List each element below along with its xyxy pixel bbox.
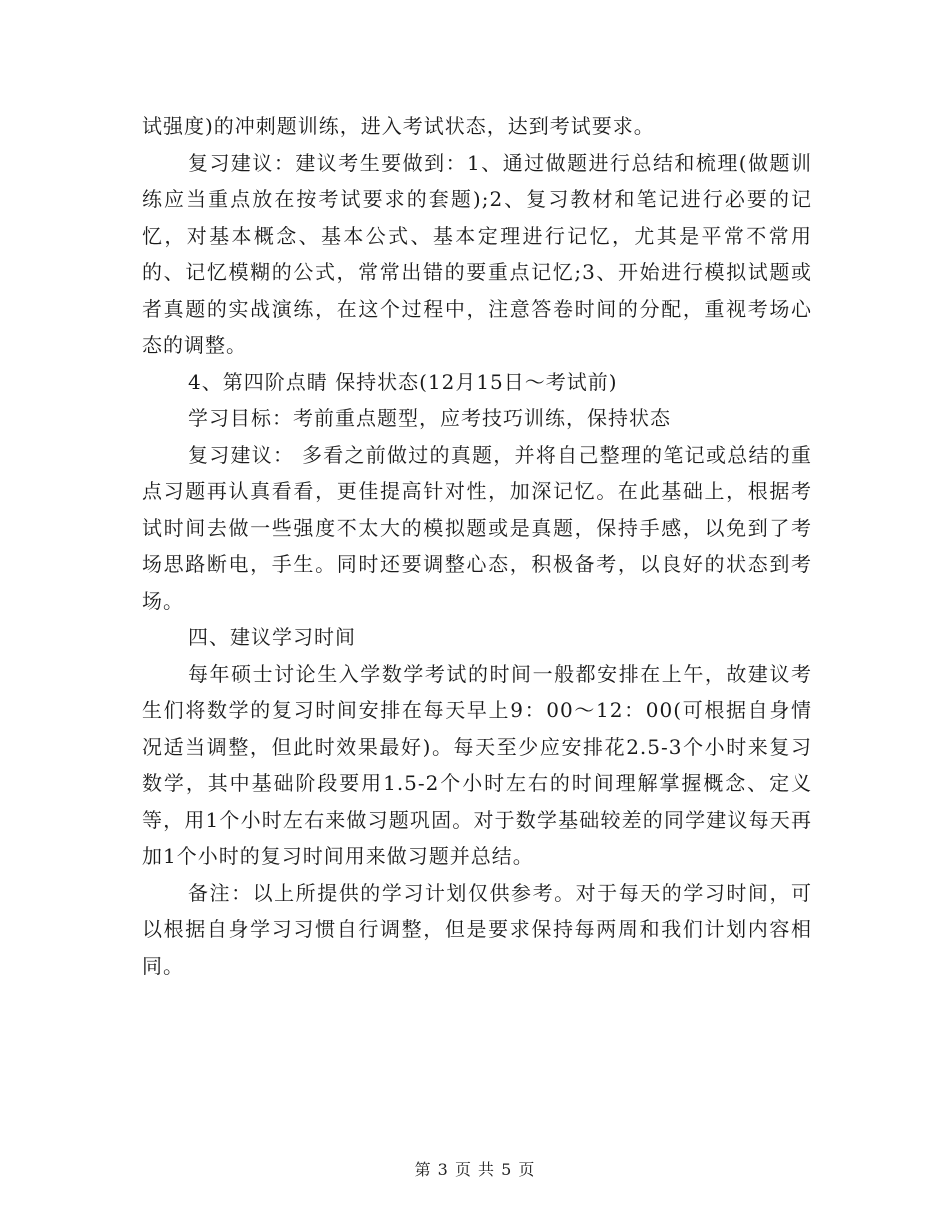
paragraph: 复习建议：建议考生要做到：1、通过做题进行总结和梳理(做题训练应当重点放在按考试要求的套题);2、复习教材和笔记进行必要的记忆，对基本概念、基本公式、基本定理进行记忆，尤其是平常不常用的、记忆模糊的公式，常常出错的要重点记忆;3、开始进行模拟试题或者真题的实战演练，在这个过程中，注意答卷时间的分配，重视考场心态的调整。 <box>142 150 812 357</box>
page-number: 第 3 页 共 5 页 <box>414 1160 536 1179</box>
paragraph: 复习建议： 多看之前做过的真题，并将自己整理的笔记或总结的重点习题再认真看看，更佳提高针对性，加深记忆。在此基础上，根据考试时间去做一些强度不太大的模拟题或是真题，保持手感，以免到了考场思路断电，手生。同时还要调整心态，积极备考，以良好的状态到考场。 <box>142 442 812 613</box>
paragraph: 学习目标：考前重点题型，应考技巧训练，保持状态 <box>188 406 671 430</box>
section-heading: 四、建议学习时间 <box>188 625 356 649</box>
section-heading: 4、第四阶点睛 保持状态(12月15日～考试前) <box>188 369 618 394</box>
paragraph: 试强度)的冲刺题训练，进入考试状态，达到考试要求。 <box>142 114 655 138</box>
paragraph: 每年硕士讨论生入学数学考试的时间一般都安排在上午，故建议考生们将数学的复习时间安排在每天早上9：00～12：00(可根据自身情况适当调整，但此时效果最好)。每天至少应安排花2.5-3个小时来复习数学，其中基础阶段要用1.5-2个小时左右的时间理解掌握概念、定义等，用1个小时左右来做习题巩固。对于数学基础较差的同学建议每天再加1个小时的复习时间用来做习题并总结。 <box>142 661 812 868</box>
paragraph: 备注：以上所提供的学习计划仅供参考。对于每天的学习时间，可以根据自身学习习惯自行调整，但是要求保持每两周和我们计划内容相同。 <box>142 880 812 978</box>
document-body <box>142 108 812 984</box>
